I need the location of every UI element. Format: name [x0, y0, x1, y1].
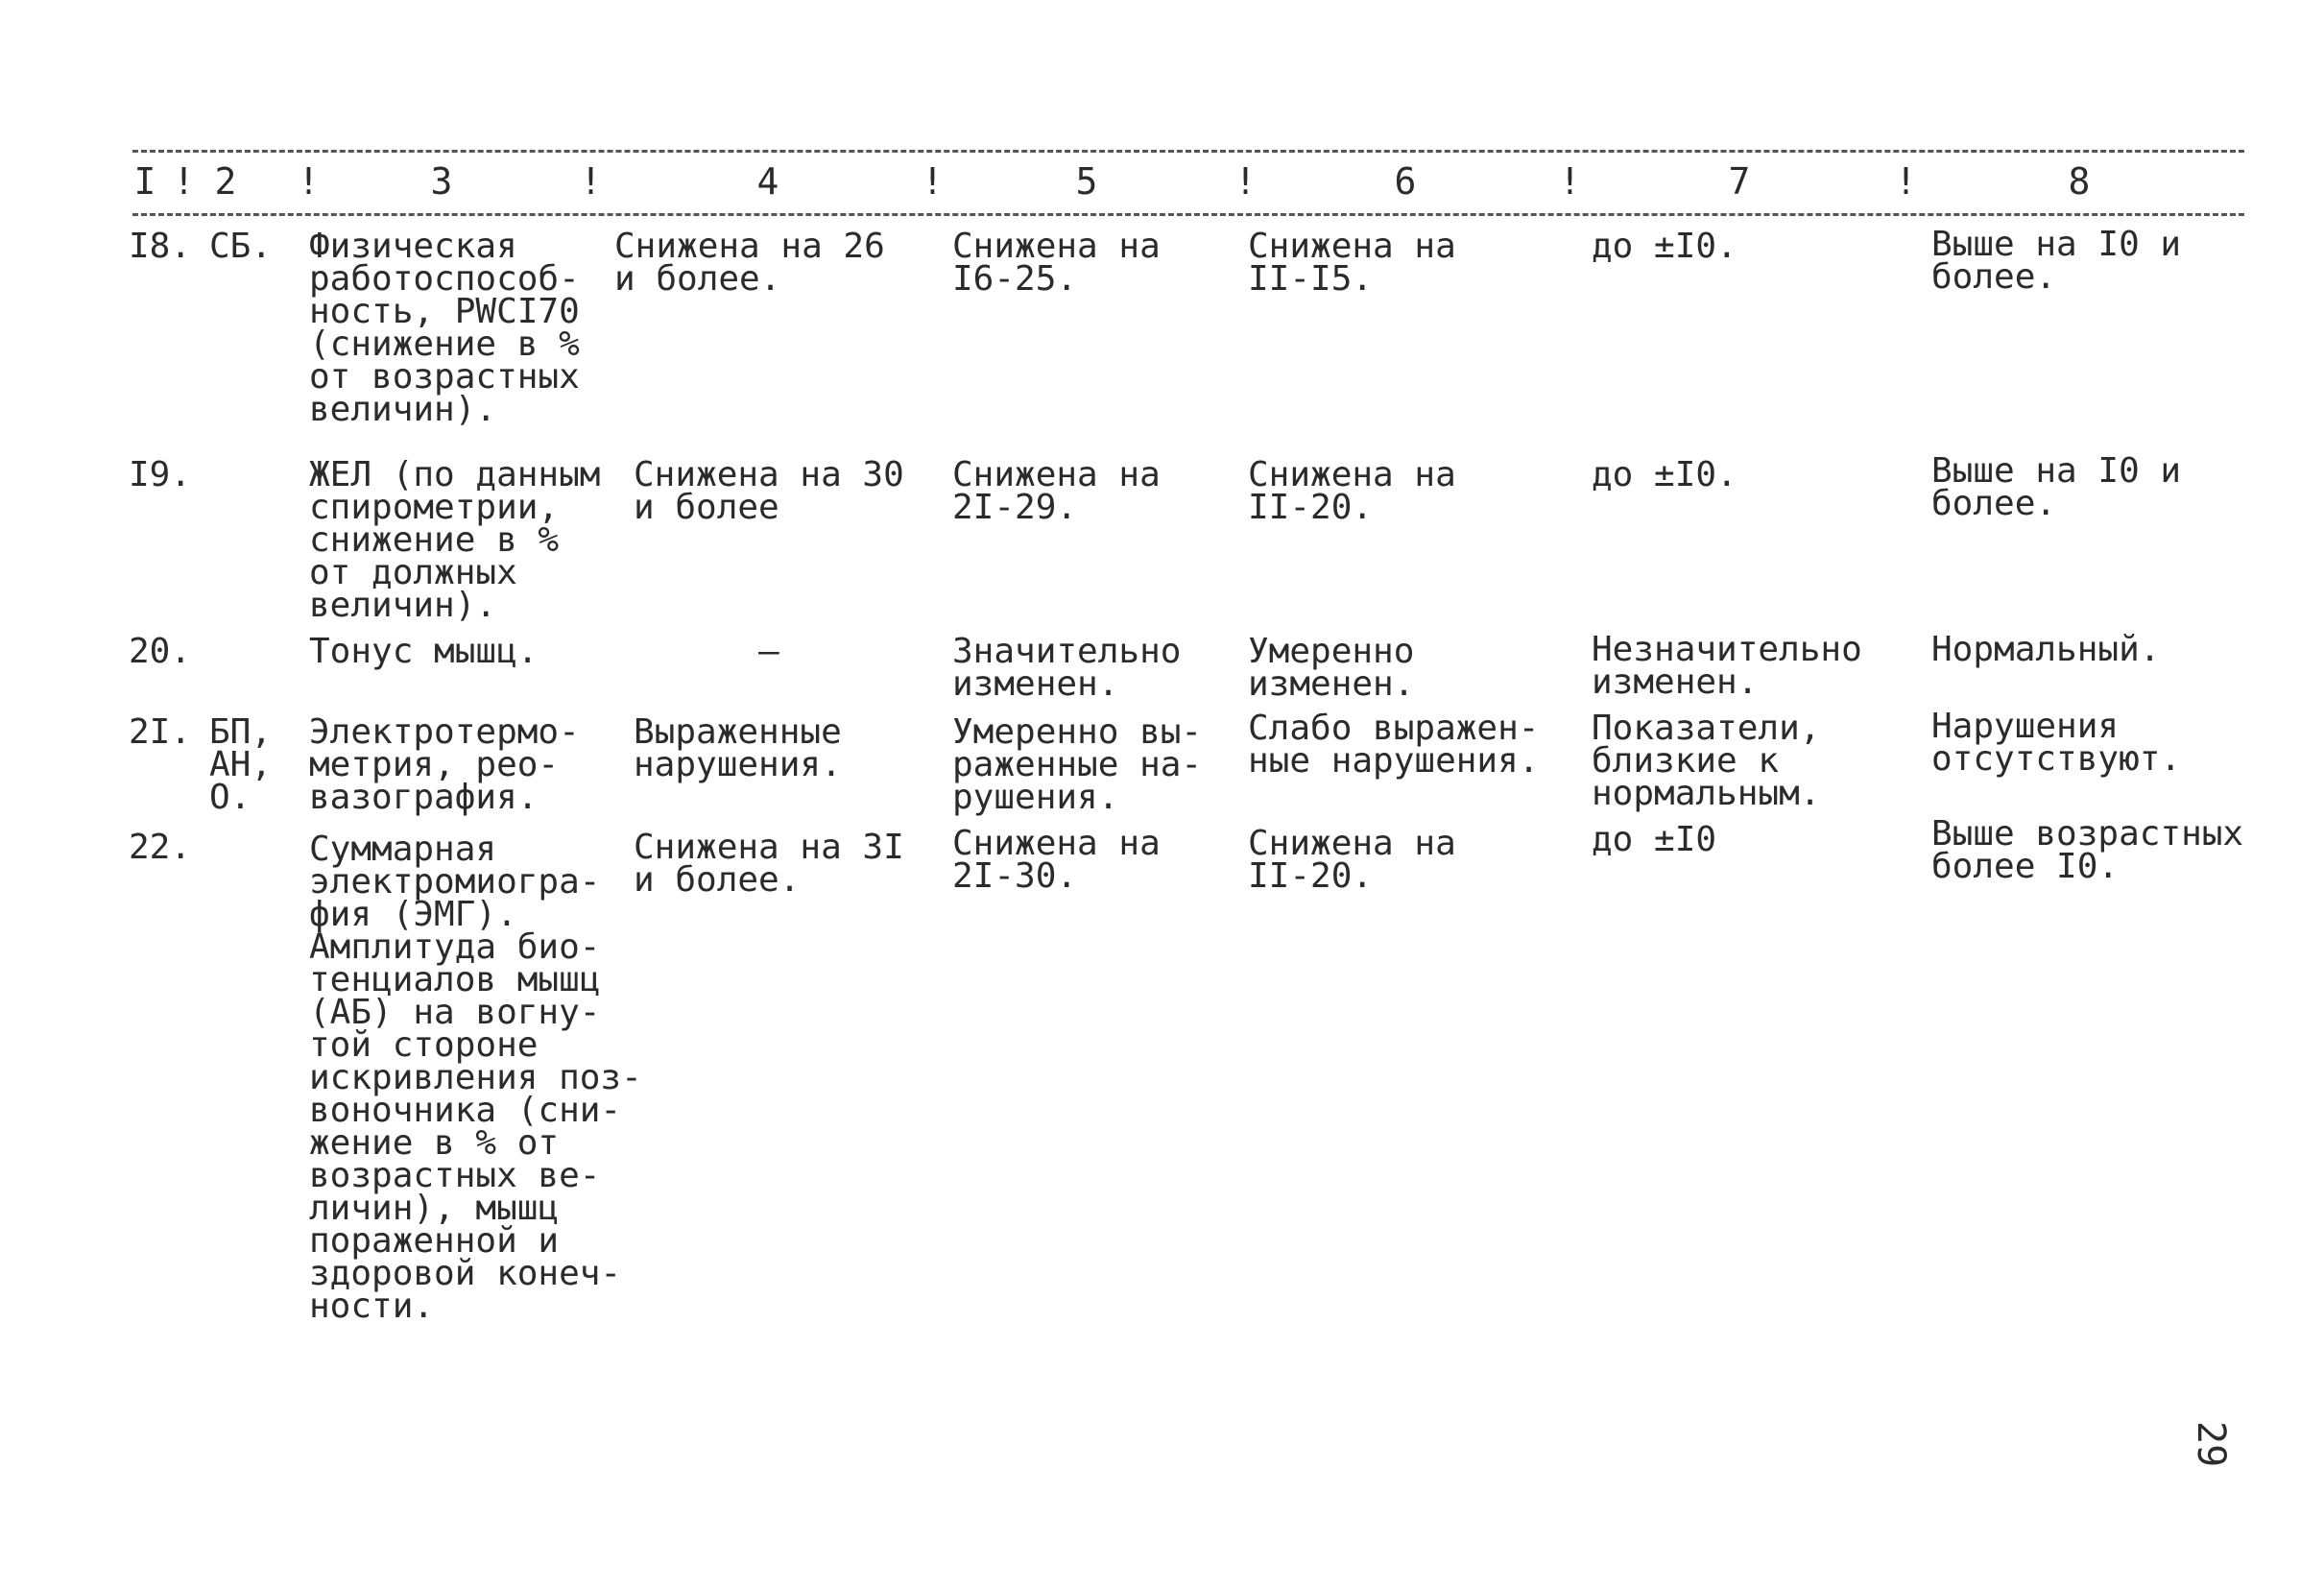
row-col8: Выше на I0 и более.: [1931, 225, 2182, 297]
row-col8: Нарушения отсутствуют.: [1931, 707, 2182, 779]
row-col8: Выше возрастных более I0.: [1931, 814, 2244, 886]
row-number: 20.: [129, 632, 192, 671]
col-header-2: 2: [214, 160, 237, 203]
row-col8: Нормальный.: [1931, 630, 2161, 669]
row-indicator: Тонус мышц.: [309, 632, 539, 671]
row-indicator: Физическая работоспособ- ность, PWCI70 (снижение в % от возрастных величин).: [309, 227, 580, 429]
row-number: 2I.: [129, 712, 192, 752]
row-indicator: Суммарная электромиогра- фия (ЭМГ). Амплитуда био- тенциалов мышц (АБ) на вогну- той стороне искривления поз- воночника (сни- жение в % от возрастных ве- личин), мышц пораженной и здоровой конеч- ности.: [309, 830, 642, 1326]
row-col5: Умеренно вы- раженные на- рушения.: [952, 712, 1203, 817]
row-col4: Выраженные нарушения.: [634, 712, 842, 784]
col-header-4: 4: [756, 160, 779, 203]
col-separator: !: [580, 160, 602, 203]
row-col6: Умеренно изменен.: [1248, 632, 1415, 704]
col-header-3: 3: [430, 160, 453, 203]
row-col7: Незначительно изменен.: [1592, 630, 1862, 702]
col-header-6: 6: [1394, 160, 1417, 203]
col-header-7: 7: [1728, 160, 1751, 203]
row-group: СБ.: [209, 227, 273, 266]
row-col8: Выше на I0 и более.: [1931, 451, 2182, 523]
header-rule: [132, 213, 2244, 216]
row-col4: Снижена на 30 и более: [634, 455, 904, 527]
row-col7: до ±I0: [1592, 820, 1717, 859]
row-group: БП, АН, О.: [209, 712, 273, 817]
row-col5: Значительно изменен.: [952, 632, 1182, 704]
col-separator: !: [1559, 160, 1581, 203]
row-col7: до ±I0.: [1592, 455, 1737, 494]
col-separator: !: [298, 160, 320, 203]
col-separator: !: [1895, 160, 1917, 203]
top-rule: [132, 150, 2244, 153]
row-col5: Снижена на 2I-30.: [952, 824, 1161, 896]
row-number: I9.: [129, 455, 192, 494]
col-separator: !: [1234, 160, 1257, 203]
row-col5: Снижена на 2I-29.: [952, 455, 1161, 527]
col-separator: !: [173, 160, 195, 203]
row-col5: Снижена на I6-25.: [952, 227, 1161, 299]
row-col6: Снижена на II-20.: [1248, 824, 1456, 896]
col-header-8: 8: [2068, 160, 2091, 203]
row-col4: –: [758, 632, 779, 671]
row-col7: до ±I0.: [1592, 227, 1737, 266]
col-separator: !: [922, 160, 944, 203]
row-col6: Снижена на II-20.: [1248, 455, 1456, 527]
row-col4: Снижена на 3I и более.: [634, 828, 904, 900]
row-indicator: ЖЕЛ (по данным спирометрии, снижение в % от должных величин).: [309, 455, 601, 625]
row-indicator: Электротермо- метрия, рео- вазография.: [309, 712, 580, 817]
row-col7: Показатели, близкие к нормальным.: [1592, 709, 1821, 813]
col-header-5: 5: [1075, 160, 1098, 203]
row-col6: Слабо выражен- ные нарушения.: [1248, 709, 1540, 781]
row-number: I8.: [129, 227, 192, 266]
row-col6: Снижена на II-I5.: [1248, 227, 1456, 299]
page-number: 29: [2189, 1421, 2233, 1468]
row-number: 22.: [129, 828, 192, 867]
col-header-1: I: [133, 160, 156, 203]
row-col4: Снижена на 26 и более.: [614, 227, 885, 299]
